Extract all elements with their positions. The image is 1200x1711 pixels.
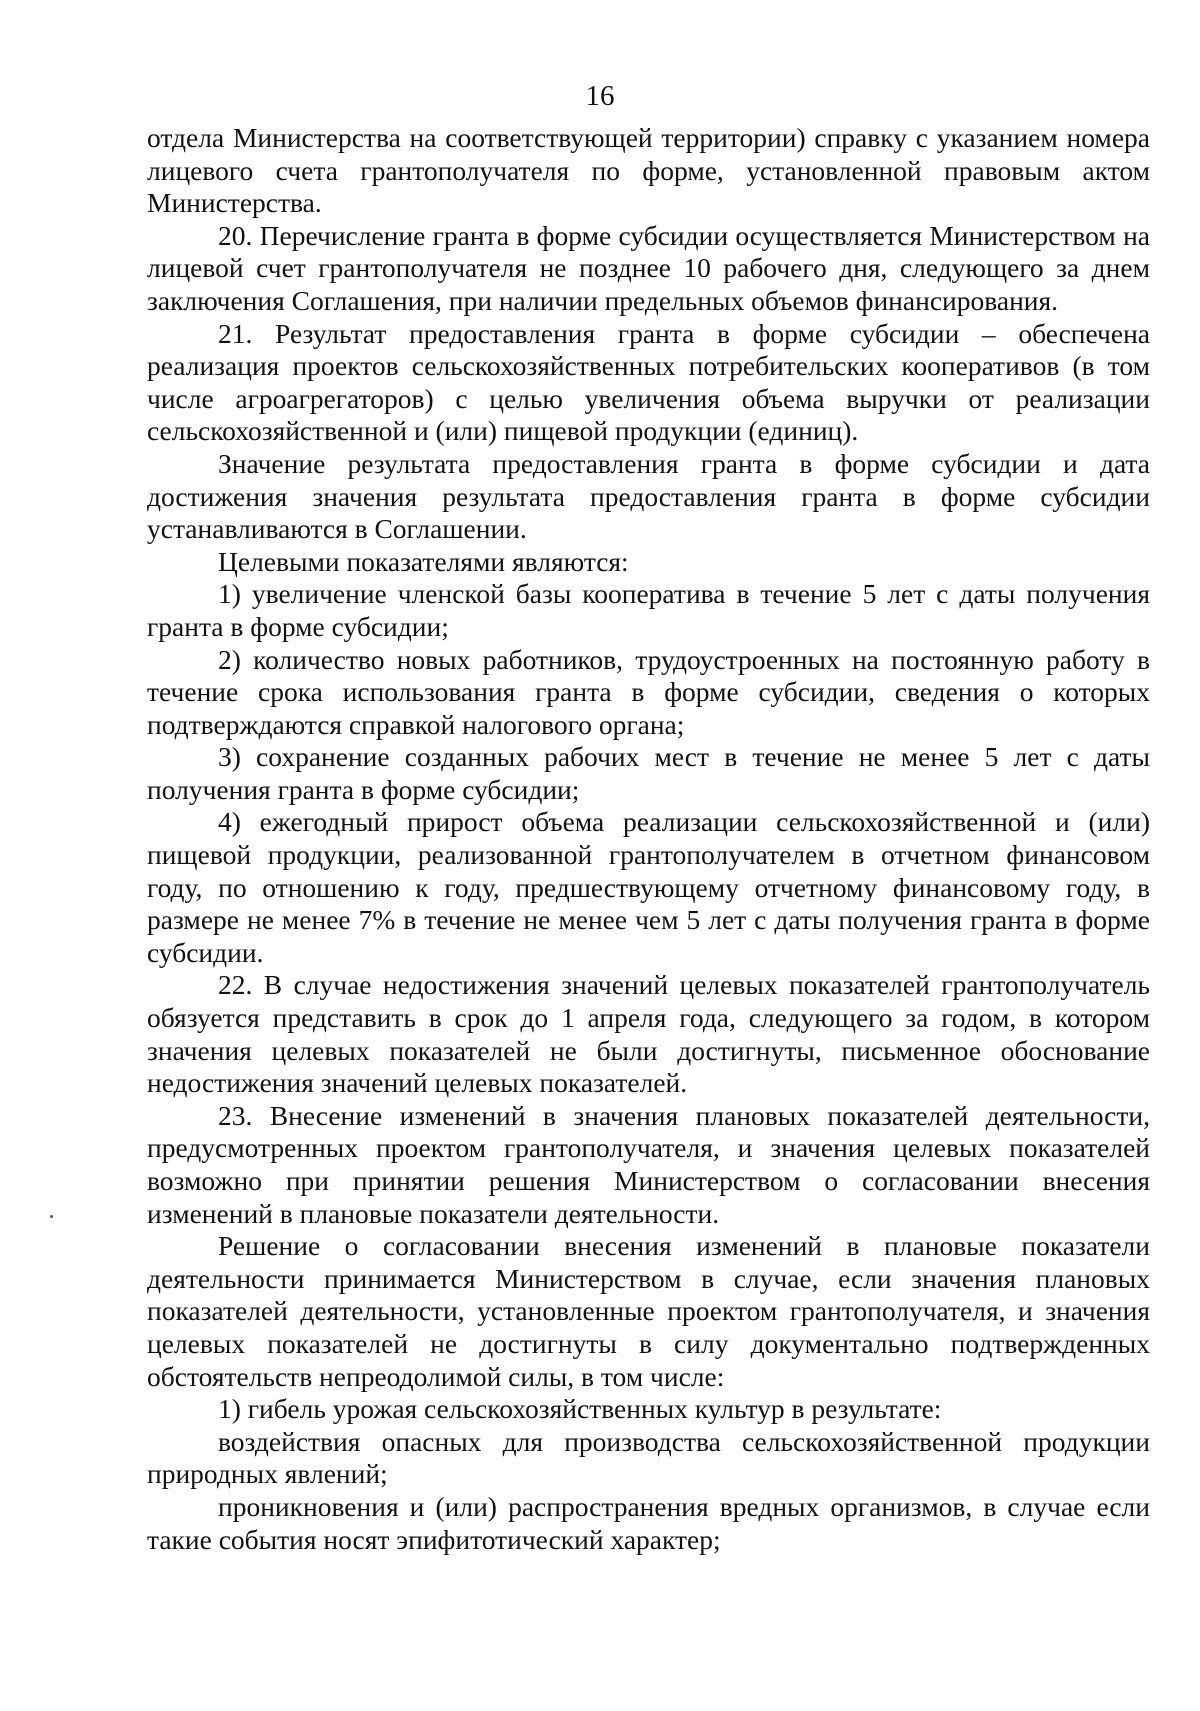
document-body bbox=[147, 122, 1150, 1556]
paragraph: воздействия опасных для производства сельскохозяйственной продукции природных явлений; bbox=[147, 1425, 1150, 1490]
paragraph: Решение о согласовании внесения изменений в плановые показатели деятельности принимается Министерством в случае, если значения плановых показателей деятельности, установленные проектом грантополучателя, и значения целевых показателей не достигнуты в силу документально подтвержденных обстоятельств непреодолимой силы, в том числе: bbox=[147, 1230, 1150, 1392]
list-item: 3) сохранение созданных рабочих мест в течение не менее 5 лет с даты получения гранта в форме субсидии; bbox=[147, 741, 1150, 805]
list-item: 4) ежегодный прирост объема реализации сельскохозяйственной и (или) пищевой продукции, реализованной грантополучателем в отчетном финансовом году, по отношению к году, предшествующему отчетному финансовому году, в размере не менее 7% в течение не менее чем 5 лет с даты получения гранта в форме субсидии. bbox=[147, 806, 1150, 968]
scan-speck bbox=[50, 1215, 53, 1218]
paragraph-targets-heading: Целевыми показателями являются: bbox=[218, 545, 629, 577]
list-item: 2) количество новых работников, трудоустроенных на постоянную работу в течение срока использования гранта в форме субсидии, сведения о которых подтверждаются справкой налогового органа; bbox=[147, 643, 1150, 740]
paragraph-item-21: 21. Результат предоставления гранта в форме субсидии – обеспечена реализация проектов сельскохозяйственных потребительских кооперативов (в том числе агроагрегаторов) с целью увеличения объема выручки от реализации сельскохозяйственной и (или) пищевой продукции (единиц). bbox=[147, 317, 1150, 447]
paragraph-item-22: 22. В случае недостижения значений целевых показателей грантополучатель обязуется представить в срок до 1 апреля года, следующего за годом, в котором значения целевых показателей не были достигнуты, письменное обоснование недостижения значений целевых показателей. bbox=[147, 969, 1150, 1099]
paragraph-item-23: 23. Внесение изменений в значения плановых показателей деятельности, предусмотренных проектом грантополучателя, и значения целевых показателей возможно при принятии решения Министерством о согласовании внесения изменений в плановые показатели деятельности. bbox=[147, 1099, 1150, 1229]
paragraph: отдела Министерства на соответствующей территории) справку с указанием номера лицевого счета грантополучателя по форме, установленной правовым актом Министерства. bbox=[147, 122, 1150, 219]
page-number: 16 bbox=[585, 80, 615, 112]
paragraph: проникновения и (или) распространения вредных организмов, в случае если такие события носят эпифитотический характер; bbox=[147, 1490, 1150, 1555]
list-item: 1) увеличение членской базы кооператива в течение 5 лет с даты получения гранта в форме субсидии; bbox=[147, 578, 1150, 642]
list-item: 1) гибель урожая сельскохозяйственных культур в результате: bbox=[218, 1393, 942, 1425]
paragraph-item-20: 20. Перечисление гранта в форме субсидии осуществляется Министерством на лицевой счет грантополучателя не позднее 10 рабочего дня, следующего за днем заключения Соглашения, при наличии предельных объемов финансирования. bbox=[147, 219, 1150, 316]
paragraph: Значение результата предоставления гранта в форме субсидии и дата достижения значения результата предоставления гранта в форме субсидии устанавливаются в Соглашении. bbox=[147, 447, 1150, 545]
